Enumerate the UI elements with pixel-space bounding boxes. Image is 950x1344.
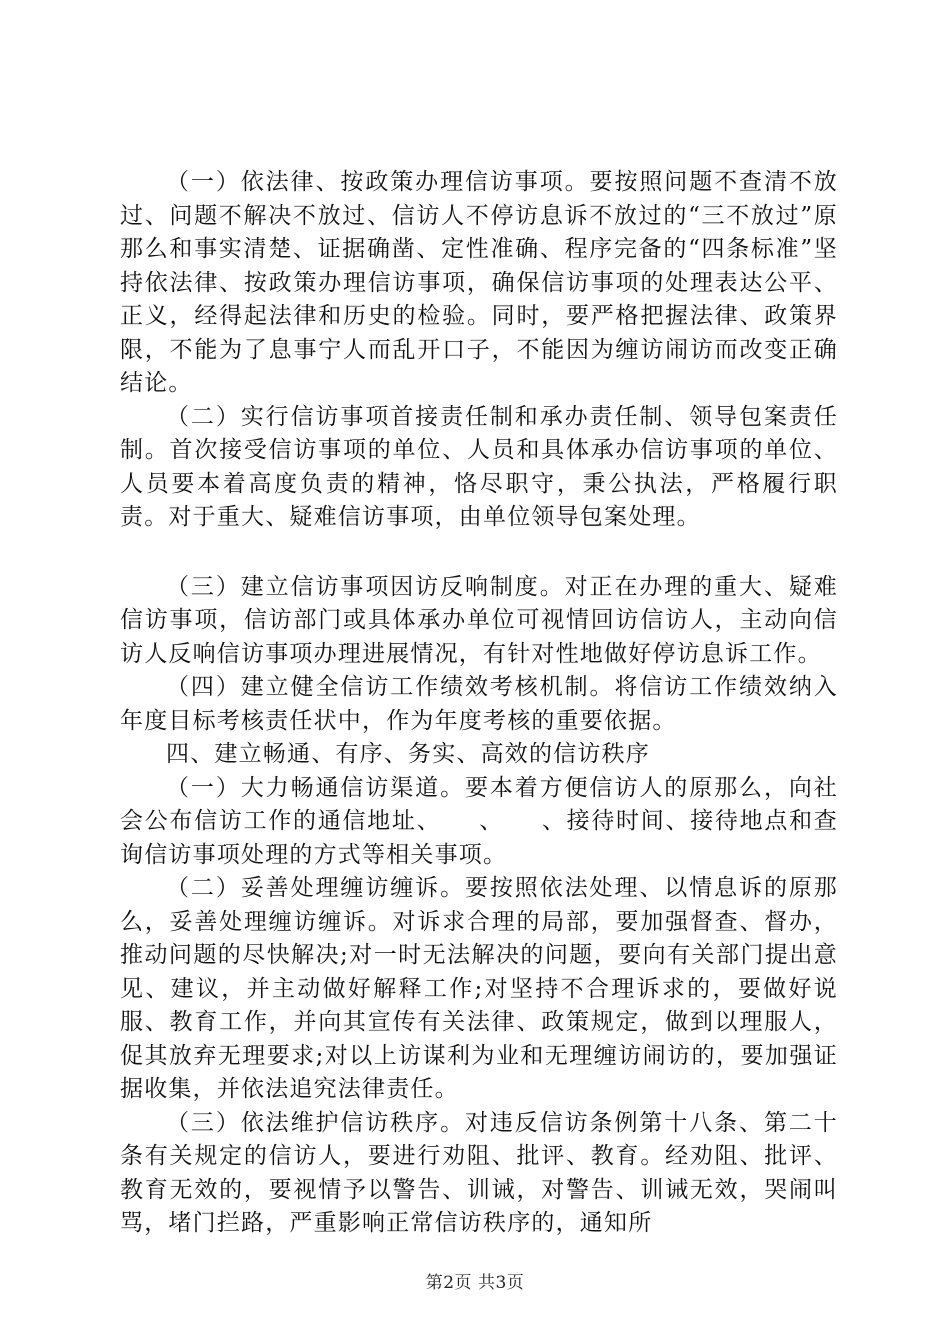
- page-number: 第2页 共3页: [425, 1273, 525, 1293]
- paragraph-6: （二）妥善处理缠访缠诉。要按照依法处理、以情息诉的原那么，妥善处理缠访缠诉。对诉求合理的局部，要加强督查、督办，推动问题的尽快解决;对一时无法解决的问题，要向有关部门提出意见、建议，并主动做好解释工作;对坚持不合理诉求的，要做好说服、教育工作，并向其宣传有关法律、政策规定，做到以理服人，促其放弃无理要求;对以上访谋利为业和无理缠访闹访的，要加强证据收集，并依法追究法律责任。: [120, 875, 838, 1102]
- paragraph-1: （一）依法律、按政策办理信访事项。要按照问题不查清不放过、问题不解决不放过、信访人不停访息诉不放过的“三不放过”原那么和事实清楚、证据确凿、定性准确、程序完备的“四条标准”坚持依法律、按政策办理信访事项，确保信访事项的处理表达公平、正义，经得起法律和历史的检验。同时，要严格把握法律、政策界限，不能为了息事宁人而乱开口子，不能因为缠访闹访而改变正确结论。: [120, 169, 838, 396]
- paragraph-7: （三）依法维护信访秩序。对违反信访条例第十八条、第二十条有关规定的信访人，要进行劝阻、批评、教育。经劝阻、批评、教育无效的，要视情予以警告、训诫，对警告、训诫无效，哭闹叫骂，堵门拦路，严重影响正常信访秩序的，通知所: [120, 1109, 838, 1236]
- document-body: [120, 166, 838, 1241]
- section-heading: 四、建立畅通、有序、务实、高效的信访秩序: [166, 741, 650, 767]
- paragraph-3: （三）建立信访事项因访反响制度。对正在办理的重大、疑难信访事项，信访部门或具体承办单位可视情回访信访人，主动向信访人反响信访事项办理进展情况，有针对性地做好停访息诉工作。: [120, 573, 838, 667]
- paragraph-5: （一）大力畅通信访渠道。要本着方便信访人的原那么，向社会公布信访工作的通信地址、 、 、接待时间、接待地点和查询信访事项处理的方式等相关事项。: [120, 774, 838, 868]
- paragraph-2: （二）实行信访事项首接责任制和承办责任制、领导包案责任制。首次接受信访事项的单位、人员和具体承办信访事项的单位、人员要本着高度负责的精神，恪尽职守，秉公执法，严格履行职责。对于重大、疑难信访事项，由单位领导包案处理。: [120, 403, 838, 530]
- paragraph-4: （四）建立健全信访工作绩效考核机制。将信访工作绩效纳入年度目标考核责任状中，作为年度考核的重要依据。: [120, 674, 838, 734]
